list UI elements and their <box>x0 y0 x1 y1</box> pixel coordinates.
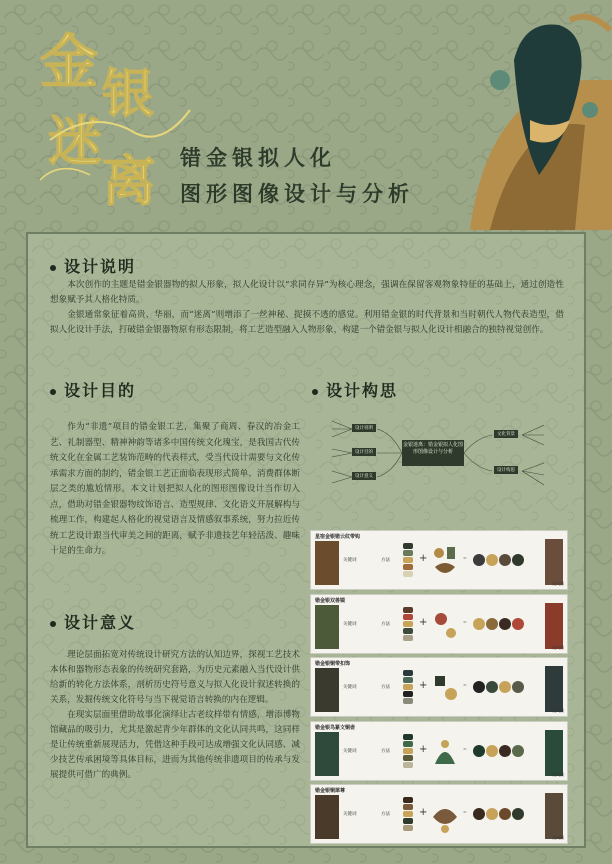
description-paragraph-1: 本次创作的主题是错金银器物的拟人形象，拟人化设计以“求同存异”为核心理念，强调在保留客观物象特征的基础上，通过创造性想象赋予其人格化特质。 <box>50 280 564 305</box>
design-card <box>310 721 568 781</box>
card-title: 星宿金银错云纹带钩 <box>315 534 361 540</box>
pattern-circles <box>473 805 525 824</box>
significance-paragraph-1: 理论层面拓宽对传统设计研究方法的认知边界，探视工艺技术本体和器物形态表象的传统研究套路，为历史元素融入当代设计供给新的转化方法体系，剖析历史符号意义与拟人化设计叙述转换的关系，发掘传统文化符号与当下视觉语言转换的内在逻辑。 <box>50 650 300 705</box>
ornament-icons <box>431 607 459 647</box>
card-equals-label: = <box>463 620 467 626</box>
pattern-circles <box>473 678 525 697</box>
card-method-label: 方法 <box>381 621 390 627</box>
artifact-image <box>315 732 339 776</box>
subtitle-line-2: 图形图像设计与分析 <box>180 181 414 206</box>
purpose-paragraph: 作为“非遗”项目的错金银工艺，集聚了商周、春汉的冶金工艺、礼制器型、精神神韵等诸多中国传统文化瑰宝，是我国古代传统文化在金属工艺装饰范畴的代表样式，受当代设计需要与文化传承需求方面的制约，错金银工艺正面临表现形式简单、消费群体断层之类的尴尬情形。本文计划把拟人化的图形图像设计当作切入点，借助对错金银器物纹饰语言、造型规律、文化语义开展解构与梳理工作，构建起人格化的视觉语言及情感叙事系统，努力拉近传统工艺设计跟当代审美之间的距离，赋予非遗技艺年轻活泼、趣味十足的生命力。 <box>50 422 300 556</box>
artifact-image <box>315 541 339 585</box>
design-card <box>310 657 568 717</box>
significance-text <box>50 648 300 783</box>
concept-mindmap <box>312 412 567 498</box>
card-final-label: 完成图 <box>552 771 564 777</box>
card-keyword-label: 关键词 <box>343 621 357 627</box>
svg-text:迷: 迷 <box>48 109 102 173</box>
final-illustration <box>545 603 563 649</box>
final-illustration <box>545 793 563 839</box>
card-title: 错金银鸟篆文铜壶 <box>315 724 356 731</box>
significance-paragraph-2: 在现实层面里借助故事化演绎让古老纹样带有情感，增添博物馆藏品的吸引力，尤其是激起青少年群体的文化认同共鸣，这同样是让传统重新展现活力，凭借这种手段可达成增强文化认同感、减少技艺传承困境等具体目标，进而为其他传统非遗项目的传承与发展提供可借广的典例。 <box>50 710 300 780</box>
mindmap-node-background: 文化背景 <box>494 430 518 438</box>
plus-icon: + <box>419 553 428 564</box>
card-keyword-label: 关键词 <box>343 812 357 817</box>
mindmap-node-significance: 设计意义 <box>352 472 376 480</box>
color-swatches <box>403 670 415 705</box>
bullet-dot-icon <box>312 389 318 395</box>
design-card <box>310 530 568 590</box>
card-final-label: 完成图 <box>552 581 564 586</box>
ornament-icons <box>431 734 459 774</box>
card-method-label: 方法 <box>381 558 390 563</box>
section-title-purpose: 设计目的 <box>50 378 136 401</box>
card-method-label: 方法 <box>381 748 390 754</box>
section-title-significance: 设计意义 <box>50 610 136 633</box>
mindmap-node-description: 设计说明 <box>352 424 376 432</box>
card-keyword-label: 关键词 <box>343 748 357 754</box>
card-method-label: 方法 <box>381 685 390 690</box>
purpose-text <box>50 420 300 560</box>
ornament-icons <box>431 797 459 837</box>
svg-text:银: 银 <box>102 64 155 125</box>
card-equals-label: = <box>463 747 467 753</box>
mindmap-node-concept: 设计构思 <box>494 466 518 474</box>
description-paragraph-2: 金银通常象征着高贵、华丽，而“迷离”则增添了一丝神秘、捉摸不透的感觉。利用错金银的时代背景和当时朝代人物代表造型，借拟人化设计手法，打破错金银器物原有形态限制，将工艺造型融入人物形象，构建一个错金银与拟人化设计相融合的独特视觉创作。 <box>50 310 564 335</box>
card-final-label: 完成图 <box>552 708 564 713</box>
card-equals-label: = <box>463 684 467 689</box>
bullet-dot-icon <box>50 389 56 395</box>
card-final-label: 完成图 <box>552 835 564 840</box>
card-equals-label: = <box>463 811 467 816</box>
svg-text:离: 离 <box>102 149 156 210</box>
pattern-circles <box>473 615 525 634</box>
plus-icon: + <box>419 616 428 628</box>
bullet-dot-icon <box>50 621 56 627</box>
svg-text:金: 金 <box>40 28 99 96</box>
card-keyword-label: 关键词 <box>343 558 357 563</box>
card-final-label: 完成图 <box>552 644 564 650</box>
final-illustration <box>545 730 563 776</box>
card-equals-label: = <box>463 557 467 562</box>
artifact-image <box>315 795 339 839</box>
artifact-image <box>315 605 339 649</box>
card-title: 错金银双兽镜 <box>315 597 346 604</box>
description-text <box>50 278 564 338</box>
final-illustration <box>545 539 563 585</box>
bullet-dot-icon <box>50 265 56 271</box>
page-subtitle <box>180 140 414 212</box>
artifact-image <box>315 668 339 712</box>
plus-icon: + <box>419 680 428 691</box>
subtitle-line-1: 错金银拟人化 <box>180 145 336 170</box>
final-illustration <box>545 666 563 712</box>
card-title: 错金银铜犀尊 <box>315 788 346 794</box>
plus-icon: + <box>419 743 428 755</box>
mindmap-node-purpose: 设计目的 <box>352 448 376 456</box>
card-keyword-label: 关键词 <box>343 685 357 690</box>
section-title-concept: 设计构思 <box>312 378 398 401</box>
character-illustration <box>430 0 612 230</box>
design-card <box>310 784 568 844</box>
pattern-circles <box>473 551 525 570</box>
ornament-icons <box>431 543 459 583</box>
section-title-description: 设计说明 <box>50 254 136 277</box>
pattern-circles <box>473 742 525 761</box>
color-swatches <box>403 543 415 578</box>
color-swatches <box>403 607 415 642</box>
color-swatches <box>403 734 415 769</box>
card-title: 错金银铜带扣饰 <box>315 661 351 667</box>
ornament-icons <box>431 670 459 710</box>
calligraphy-logo <box>40 20 200 210</box>
design-cards <box>310 530 568 848</box>
card-method-label: 方法 <box>381 812 390 817</box>
design-card <box>310 594 568 654</box>
mindmap-center-node: 金银迷离：错金银拟人化图形图像设计与分析 <box>402 440 464 466</box>
plus-icon: + <box>419 807 428 818</box>
color-swatches <box>403 797 415 832</box>
